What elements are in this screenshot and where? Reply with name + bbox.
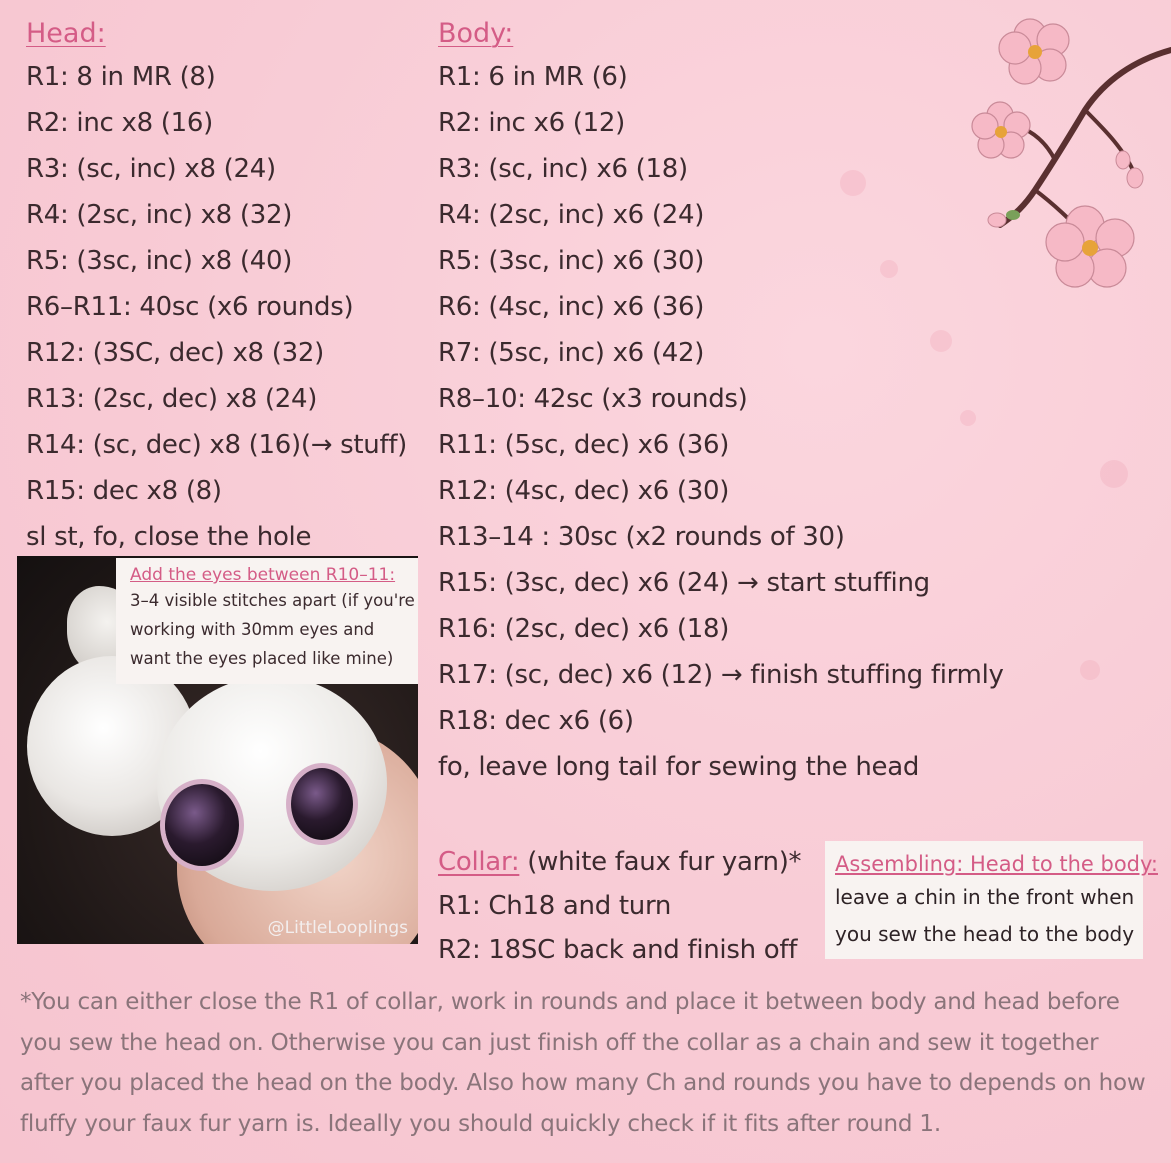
body-row: R6: (4sc, inc) x6 (36): [438, 292, 705, 322]
eye-note-line: working with 30mm eyes and: [130, 620, 375, 639]
body-row: fo, leave long tail for sewing the head: [438, 752, 920, 782]
eye-note-line: want the eyes placed like mine): [130, 649, 394, 668]
body-row: R8–10: 42sc (x3 rounds): [438, 384, 748, 414]
head-row: R12: (3SC, dec) x8 (32): [26, 338, 324, 368]
bokeh-dot: [1100, 460, 1128, 488]
body-row: R1: 6 in MR (6): [438, 62, 628, 92]
body-row: R12: (4sc, dec) x6 (30): [438, 476, 730, 506]
collar-subtitle: (white faux fur yarn)*: [519, 847, 802, 877]
eye-note-title: Add the eyes between R10–11:: [130, 565, 396, 585]
body-title: Body:: [438, 18, 514, 49]
body-row: R16: (2sc, dec) x6 (18): [438, 614, 730, 644]
head-row: sl st, fo, close the hole: [26, 522, 312, 552]
assembling-title: Assembling: Head to the body:: [835, 852, 1158, 876]
head-row: R4: (2sc, inc) x8 (32): [26, 200, 293, 230]
assembling-line: leave a chin in the front when: [835, 885, 1135, 909]
collar-section: [438, 840, 818, 972]
head-row: R13: (2sc, dec) x8 (24): [26, 384, 318, 414]
bokeh-dot: [1080, 660, 1100, 680]
head-row: R5: (3sc, inc) x8 (40): [26, 246, 293, 276]
photo-watermark: @LittleLooplings: [267, 918, 408, 938]
body-rows: [438, 54, 1078, 790]
body-row: R3: (sc, inc) x6 (18): [438, 154, 688, 184]
body-row: R15: (3sc, dec) x6 (24) → start stuffing: [438, 568, 930, 598]
body-row: R4: (2sc, inc) x6 (24): [438, 200, 705, 230]
safety-eye-right: [291, 768, 353, 840]
head-row: R6–R11: 40sc (x6 rounds): [26, 292, 354, 322]
body-row: R5: (3sc, inc) x6 (30): [438, 246, 705, 276]
body-row: R2: inc x6 (12): [438, 108, 625, 138]
collar-row: R1: Ch18 and turn: [438, 891, 672, 921]
assembling-note: [825, 841, 1158, 959]
body-row: R13–14 : 30sc (x2 rounds of 30): [438, 522, 845, 552]
head-row: R15: dec x8 (8): [26, 476, 222, 506]
assembling-line: you sew the head to the body: [835, 922, 1135, 946]
body-pattern-section: [438, 14, 1078, 790]
head-row: R14: (sc, dec) x8 (16)(→ stuff): [26, 430, 408, 460]
collar-heading: [438, 840, 818, 884]
collar-row: R2: 18SC back and finish off: [438, 935, 798, 965]
head-title: Head:: [26, 18, 106, 49]
body-row: R7: (5sc, inc) x6 (42): [438, 338, 705, 368]
collar-title: Collar:: [438, 847, 520, 877]
body-row: R18: dec x6 (6): [438, 706, 634, 736]
head-pattern-section: [26, 14, 426, 560]
head-row: R1: 8 in MR (8): [26, 62, 216, 92]
eye-note-line: 3–4 visible stitches apart (if you're: [130, 591, 415, 610]
safety-eye-left: [165, 784, 239, 866]
eye-placement-note: [116, 558, 418, 684]
head-rows: [26, 54, 426, 560]
body-row: R17: (sc, dec) x6 (12) → finish stuffing firmly: [438, 660, 1004, 690]
body-row: R11: (5sc, dec) x6 (36): [438, 430, 730, 460]
head-row: R2: inc x8 (16): [26, 108, 213, 138]
collar-footnote: *You can either close the R1 of collar, work in rounds and place it between body and head before you sew the head on. Otherwise you can just finish off the collar as a chain and sew it together after you placed the head on the body. Also how many Ch and rounds you have to depends on how fluffy your faux fur yarn is. Ideally you should quickly check if it fits after round 1.: [20, 989, 1146, 1137]
head-row: R3: (sc, inc) x8 (24): [26, 154, 276, 184]
